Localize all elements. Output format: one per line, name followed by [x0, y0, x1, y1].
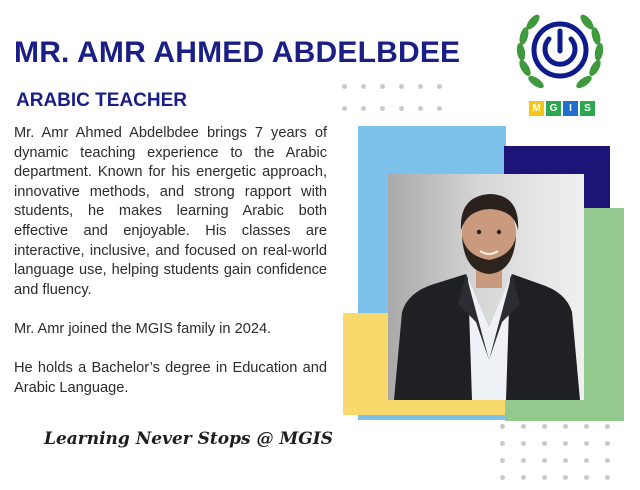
logo-letter-g: G	[546, 101, 561, 116]
bio-paragraph-degree: He holds a Bachelor’s degree in Education and Arabic Language.	[14, 360, 327, 396]
logo-letter-s: S	[580, 101, 595, 116]
bio-paragraph-experience: Mr. Amr Ahmed Abdelbdee brings 7 years of dynamic teaching experience to the Arabic department. Known for his energetic approach, innovative methods, and strong rapport with students, he makes learning Arabic both effective and enjoyable. His classes are interactive, inclusive, and focused on real-world language use, helping students gain confidence and fluency.	[14, 125, 327, 298]
logo-letter-m: M	[529, 101, 544, 116]
dot-pattern-bottom	[500, 424, 610, 480]
teacher-name: MR. AMR AHMED ABDELBDEE	[14, 36, 461, 69]
mgis-logo	[512, 6, 608, 102]
logo-letter-i: I	[563, 101, 578, 116]
tagline: Learning Never Stops @ MGIS	[44, 429, 333, 449]
teacher-photo	[388, 174, 584, 400]
dot-pattern-top	[342, 84, 442, 111]
power-button-icon	[512, 6, 608, 102]
bio-paragraph-joined: Mr. Amr joined the MGIS family in 2024.	[14, 320, 272, 337]
teacher-role: ARABIC TEACHER	[16, 90, 187, 111]
teacher-bio	[14, 124, 327, 418]
mgis-letter-badges	[529, 101, 595, 116]
